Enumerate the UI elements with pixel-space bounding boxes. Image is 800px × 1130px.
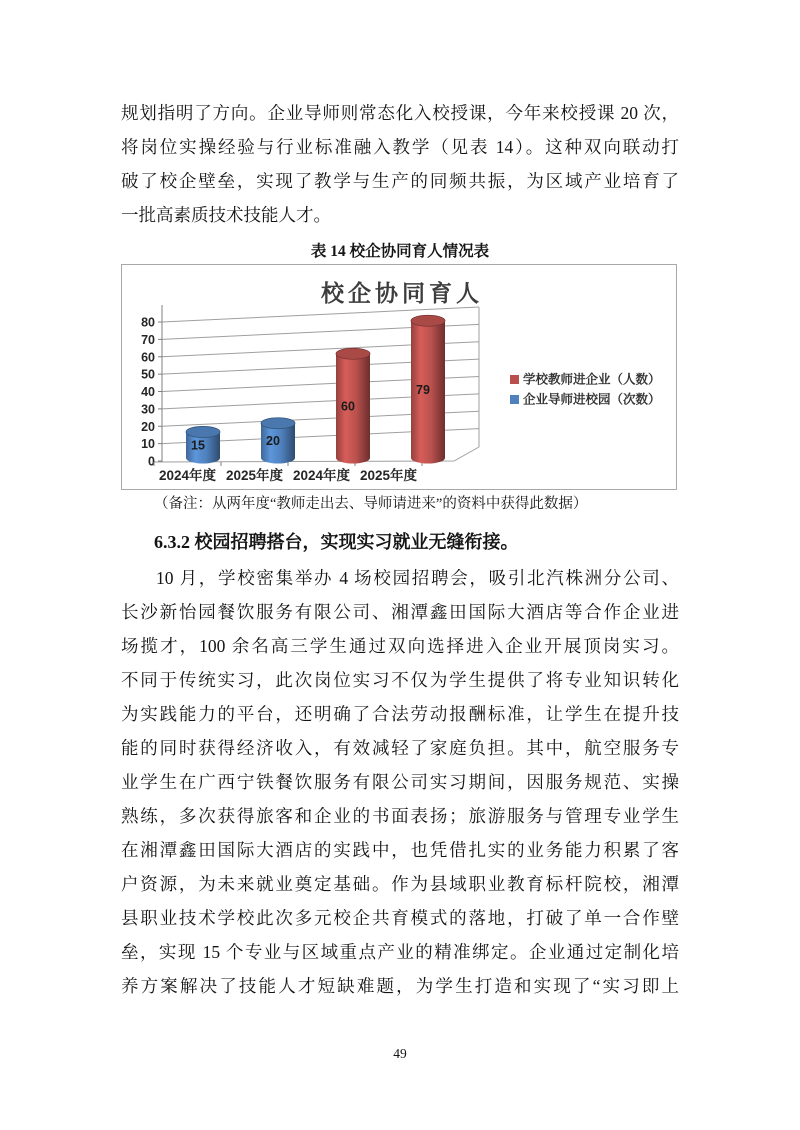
- svg-text:0: 0: [148, 454, 155, 469]
- svg-text:30: 30: [141, 402, 155, 417]
- svg-text:70: 70: [141, 332, 155, 347]
- svg-text:50: 50: [141, 367, 155, 382]
- svg-text:2024年度: 2024年度: [292, 468, 351, 483]
- bars: [186, 315, 445, 463]
- y-axis: [141, 316, 162, 469]
- chart-legend: [510, 372, 661, 407]
- svg-text:2024年度: 2024年度: [158, 468, 217, 483]
- body-paragraph: [121, 561, 679, 1003]
- svg-text:60: 60: [141, 350, 155, 365]
- text-line: 场揽才，100 余名高三学生通过双向选择进入企业开展顶岗实习。: [121, 636, 679, 656]
- svg-text:79: 79: [416, 382, 430, 397]
- legend-swatch: [510, 395, 519, 404]
- text-line: 在湘潭鑫田国际大酒店的实践中，也凭借扎实的业务能力积累了客: [121, 840, 679, 860]
- chart-canvas: [122, 265, 676, 489]
- svg-text:企业导师进校园（次数）: 企业导师进校园（次数）: [523, 392, 661, 407]
- text-line: 熟练，多次获得旅客和企业的书面表扬；旅游服务与管理专业学生: [121, 806, 679, 826]
- svg-text:20: 20: [141, 419, 155, 434]
- svg-text:80: 80: [141, 315, 155, 330]
- chart: [121, 264, 677, 490]
- text-line: 10 月，学校密集举办 4 场校园招聘会，吸引北汽株洲分公司、: [156, 568, 679, 588]
- text-line: 不同于传统实习，此次岗位实习不仅为学生提供了将专业知识转化: [121, 670, 679, 690]
- intro-paragraph: [121, 0, 679, 232]
- text-line: 将岗位实操经验与行业标准融入教学（见表 14）。这种双向联动打: [121, 137, 679, 157]
- page-number: 49: [393, 1046, 407, 1061]
- text-line: 垒，实现 15 个专业与区域重点产业的精准绑定。企业通过定制化培: [121, 942, 679, 962]
- text-line: 破了校企壁垒，实现了教学与生产的同频共振，为区域产业培育了: [121, 171, 679, 191]
- chart-title: [321, 280, 483, 306]
- x-axis-labels: [154, 462, 422, 483]
- chart-note: （备注：从两年度“教师走出去、导师请进来”的资料中获得此数据）: [154, 496, 588, 512]
- text-line: 户资源，为未来就业奠定基础。作为县域职业教育标杆院校，湘潭: [121, 874, 679, 894]
- legend-swatch: [510, 375, 519, 384]
- svg-text:40: 40: [141, 385, 155, 399]
- text-line: 县职业技术学校此次多元校企共育模式的落地，打破了单一合作壁: [121, 908, 679, 928]
- svg-text:15: 15: [191, 438, 205, 453]
- text-line: 业学生在广西宁铁餐饮服务有限公司实习期间，因服务规范、实操: [121, 772, 679, 792]
- svg-text:60: 60: [341, 399, 355, 414]
- text-line: 为实践能力的平台，还明确了合法劳动报酬标准，让学生在提升技: [121, 704, 679, 724]
- svg-text:2025年度: 2025年度: [225, 468, 284, 483]
- text-line: 养方案解决了技能人才短缺难题，为学生打造和实现了“实习即上: [121, 976, 679, 996]
- table-caption: 表 14 校企协同育人情况表: [310, 243, 490, 260]
- svg-text:学校教师进企业（人数）: 学校教师进企业（人数）: [523, 372, 661, 387]
- section-heading: 6.3.2 校园招聘搭台，实现实习就业无缝衔接。: [154, 532, 519, 552]
- text-line: 长沙新怡园餐饮服务有限公司、湘潭鑫田国际大酒店等合作企业进: [121, 602, 679, 622]
- page-content: [121, 0, 679, 1003]
- svg-text:10: 10: [141, 437, 155, 452]
- text-line: 能的同时获得经济收入，有效减轻了家庭负担。其中，航空服务专: [121, 738, 679, 758]
- svg-text:20: 20: [266, 434, 280, 449]
- data-labels: [191, 383, 430, 453]
- text-line: 规划指明了方向。企业导师则常态化入校授课，今年来校授课 20 次，: [121, 103, 679, 123]
- svg-text:校企协同育人: 校企协同育人: [321, 280, 483, 306]
- text-line: 一批高素质技术技能人才。: [121, 205, 331, 225]
- svg-text:2025年度: 2025年度: [359, 468, 418, 483]
